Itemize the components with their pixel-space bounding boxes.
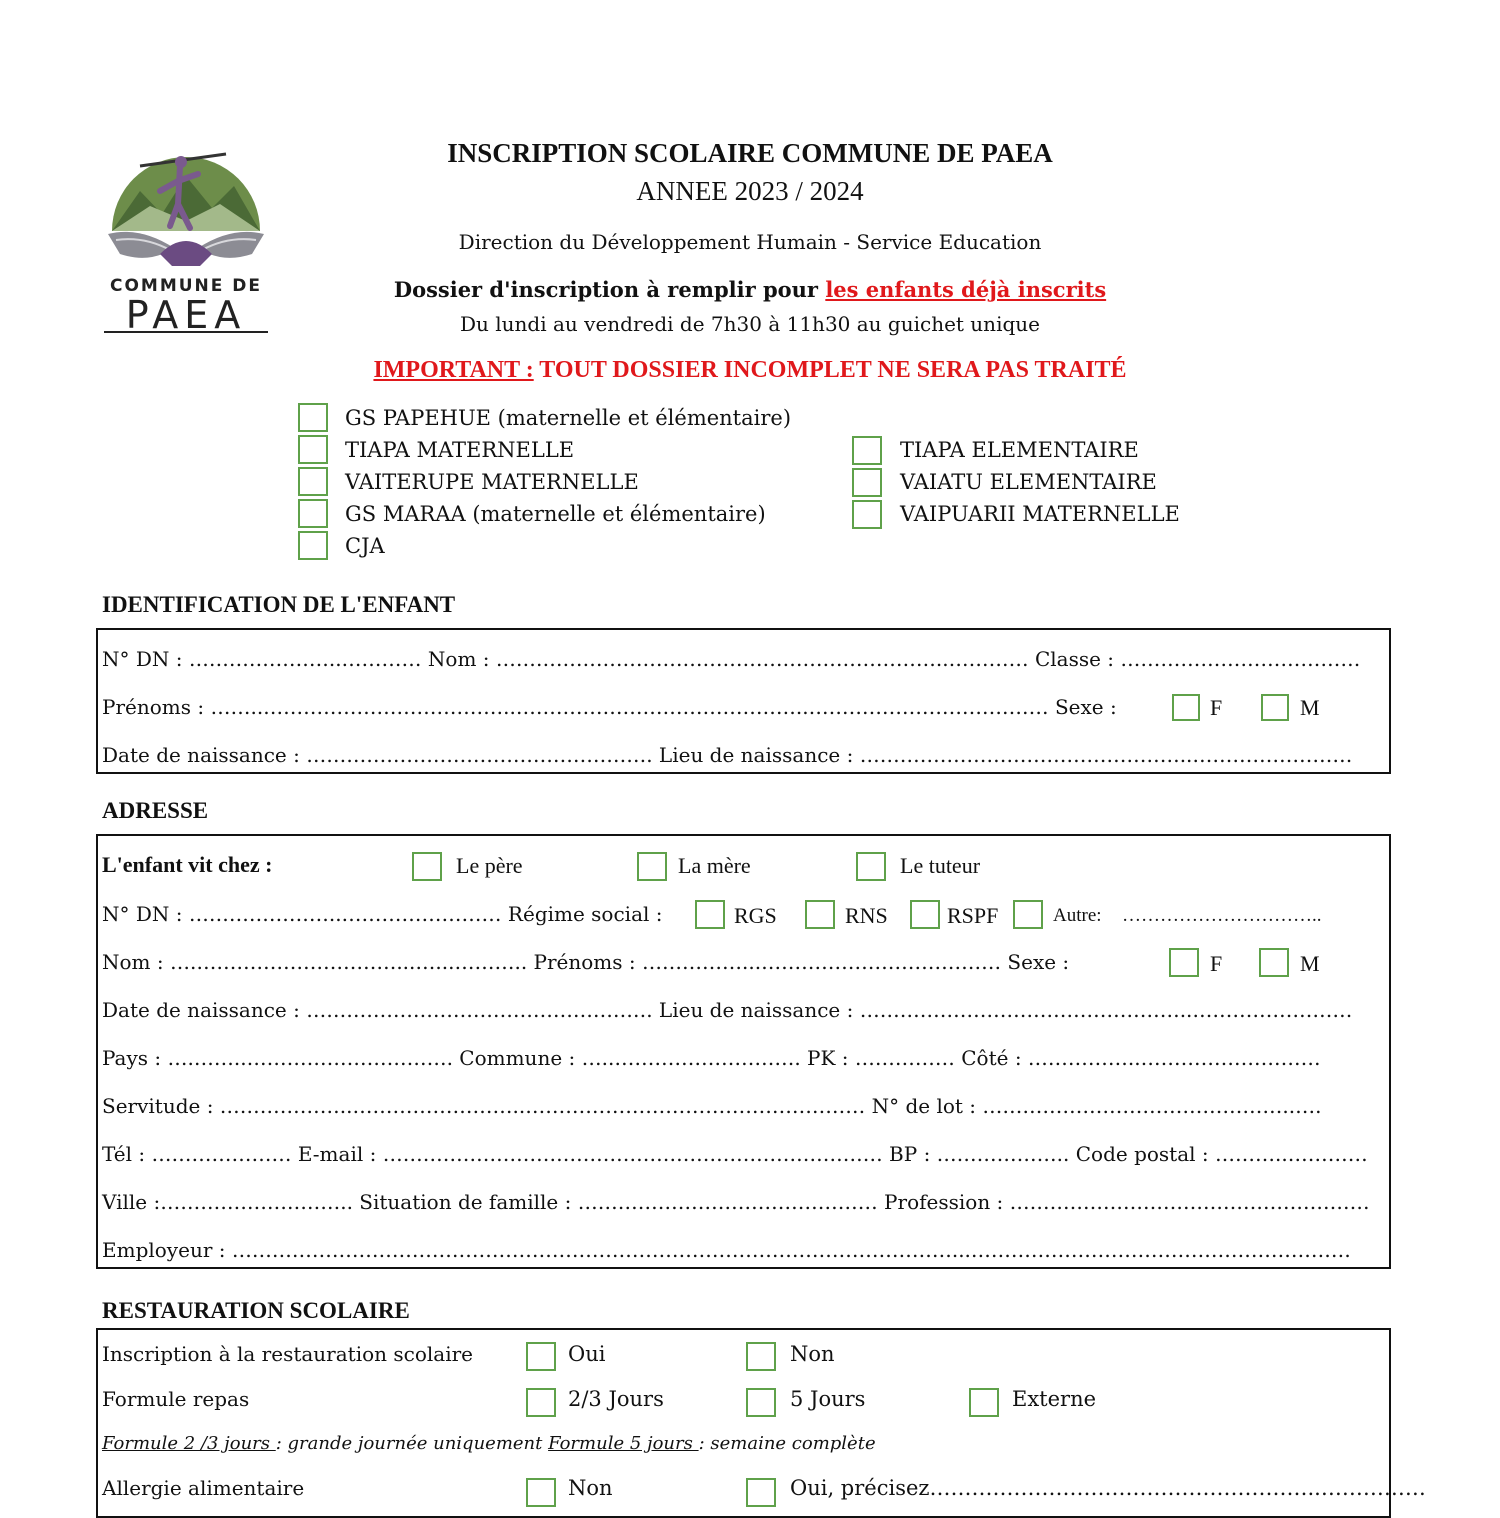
- sex-f-label: F: [1210, 951, 1223, 976]
- regime-autre-field[interactable]: …………………………..: [1122, 905, 1322, 926]
- formule-externe-checkbox[interactable]: [969, 1388, 999, 1417]
- adresse-row-employeur[interactable]: Employeur : ………………………………………………………………………………………………...…………………………………………………: [102, 1238, 1351, 1262]
- regime-rspf-label: RSPF: [947, 903, 999, 928]
- note-formule-23-text: : grande journée uniquement: [275, 1433, 549, 1454]
- restauration-title: RESTAURATION SCOLAIRE: [102, 1298, 410, 1323]
- lives-with-father-checkbox[interactable]: [412, 852, 442, 881]
- adresse-row-servitude[interactable]: Servitude : ………………..……………………..…………………………………………… N° de lot : ………………………………………..….: [102, 1094, 1322, 1118]
- svg-text:PAEA: PAEA: [125, 293, 247, 336]
- school-label: TIAPA ELEMENTAIRE: [900, 438, 1139, 462]
- lives-with-row: [102, 852, 272, 878]
- adresse-row-pays[interactable]: Pays : ….……..…………………………. Commune : …..………………………. PK : …………… Côté : ……………..………………………: [102, 1046, 1321, 1070]
- sex-f-checkbox[interactable]: [1169, 948, 1199, 977]
- regime-rgs-label: RGS: [734, 903, 777, 928]
- formule-note: [102, 1433, 876, 1454]
- school-checkbox[interactable]: [298, 499, 328, 528]
- formule-externe-label: Externe: [1012, 1387, 1097, 1411]
- lives-with-tutor-checkbox[interactable]: [856, 852, 886, 881]
- restauration-non-checkbox[interactable]: [746, 1342, 776, 1371]
- allergie-oui-checkbox[interactable]: [746, 1478, 776, 1507]
- sex-m-label: M: [1300, 951, 1320, 976]
- lives-with-mother-checkbox[interactable]: [637, 852, 667, 881]
- sex-m-label: M: [1300, 695, 1320, 720]
- school-label: VAITERUPE MATERNELLE: [345, 470, 639, 494]
- restauration-non-label: Non: [790, 1342, 835, 1366]
- note-formule-5-text: : semaine complète: [698, 1433, 876, 1454]
- dossier-highlight: les enfants déjà inscrits: [825, 277, 1107, 302]
- dossier-prefix: Dossier d'inscription à remplir pour: [393, 277, 826, 302]
- allergie-non-checkbox[interactable]: [526, 1478, 556, 1507]
- school-checkbox[interactable]: [298, 403, 328, 432]
- note-formule-5: Formule 5 jours: [548, 1433, 699, 1454]
- sex-f-label: F: [1210, 695, 1223, 720]
- important-text: TOUT DOSSIER INCOMPLET NE SERA PAS TRAITÉ: [533, 357, 1127, 383]
- formule-5-checkbox[interactable]: [746, 1388, 776, 1417]
- identification-title: IDENTIFICATION DE L'ENFANT: [102, 592, 456, 617]
- form-title: INSCRIPTION SCOLAIRE COMMUNE DE PAEA: [447, 138, 1053, 168]
- school-checkbox[interactable]: [298, 435, 328, 464]
- note-formule-23: Formule 2 /3 jours: [102, 1433, 276, 1454]
- formule-23-checkbox[interactable]: [526, 1388, 556, 1417]
- school-year: ANNEE 2023 / 2024: [636, 176, 864, 206]
- office-hours: Du lundi au vendredi de 7h30 à 11h30 au guichet unique: [460, 312, 1040, 336]
- school-checkbox[interactable]: [298, 531, 328, 560]
- formule-23-label: 2/3 Jours: [568, 1387, 664, 1411]
- school-label: TIAPA MATERNELLE: [345, 438, 575, 462]
- adresse-row-dn[interactable]: N° DN : …………………..…………………… Régime social :: [102, 902, 663, 926]
- allergie-label: Allergie alimentaire: [102, 1476, 305, 1500]
- allergie-non-label: Non: [568, 1476, 613, 1500]
- regime-rspf-checkbox[interactable]: [910, 900, 940, 929]
- adresse-row-birth[interactable]: Date de naissance : ……………………………………………. Lieu de naissance : …………………………………………..……………………: [102, 998, 1353, 1022]
- svg-text:COMMUNE DE: COMMUNE DE: [109, 276, 263, 296]
- regime-rns-label: RNS: [845, 903, 888, 928]
- allergie-oui-field[interactable]: Oui, précisez………………………………………………..……………: [790, 1476, 1426, 1500]
- formule-5-label: 5 Jours: [790, 1387, 866, 1411]
- dossier-instruction: [300, 277, 1200, 302]
- regime-rgs-checkbox[interactable]: [695, 900, 725, 929]
- identification-row-dn[interactable]: N° DN : …………………..………… Nom : …………………………………………………………..………… Classe : ………………………………: [102, 647, 1361, 671]
- commune-logo: [100, 136, 272, 336]
- school-checkbox[interactable]: [852, 500, 882, 529]
- regime-autre-label: Autre:: [1053, 905, 1102, 926]
- sex-m-checkbox[interactable]: [1261, 694, 1289, 721]
- lives-with-mother-label: La mère: [678, 853, 751, 878]
- school-label: CJA: [345, 534, 385, 558]
- school-label: GS MARAA (maternelle et élémentaire): [345, 502, 766, 526]
- important-label: IMPORTANT :: [373, 357, 534, 383]
- sex-m-checkbox[interactable]: [1259, 948, 1289, 977]
- regime-rns-checkbox[interactable]: [805, 900, 835, 929]
- restauration-oui-checkbox[interactable]: [526, 1342, 556, 1371]
- school-label: VAIATU ELEMENTAIRE: [900, 470, 1157, 494]
- school-checkbox[interactable]: [852, 436, 882, 465]
- department-name: Direction du Développement Humain - Service Education: [458, 230, 1042, 254]
- paea-emblem-icon: [100, 136, 272, 336]
- restauration-inscription-label: Inscription à la restauration scolaire: [102, 1342, 473, 1366]
- lives-with-tutor-label: Le tuteur: [900, 853, 981, 878]
- identification-row-prenoms[interactable]: Prénoms : ……..………………………………..……………………………………..……………………………… Sexe :: [102, 695, 1117, 719]
- adresse-row-tel[interactable]: Tél : ………………… E-mail : ………………………………………………………………… BP : ……………….. Code postal : ………..…………: [102, 1142, 1368, 1166]
- school-checkbox[interactable]: [298, 467, 328, 496]
- identification-row-birth[interactable]: Date de naissance : ……………………………………………. Lieu de naissance : …………………………………………..……………………: [102, 743, 1353, 767]
- regime-autre-checkbox[interactable]: [1013, 900, 1043, 929]
- adresse-row-ville[interactable]: Ville :……………………….. Situation de famille : ……………………………………… Profession : ………………………………………………: [102, 1190, 1370, 1214]
- restauration-oui-label: Oui: [568, 1342, 606, 1366]
- adresse-row-nom[interactable]: Nom : ….…………………………...…...……….. Prénoms : ……………...……………………………… Sexe :: [102, 950, 1070, 974]
- lives-with-label: L'enfant vit chez :: [102, 852, 273, 877]
- school-label: VAIPUARII MATERNELLE: [900, 502, 1180, 526]
- important-notice: [300, 357, 1200, 384]
- formule-label: Formule repas: [102, 1387, 250, 1411]
- lives-with-father-label: Le père: [456, 853, 523, 878]
- school-checkbox[interactable]: [852, 468, 882, 497]
- adresse-title: ADRESSE: [102, 798, 209, 823]
- school-label: GS PAPEHUE (maternelle et élémentaire): [345, 406, 792, 430]
- sex-f-checkbox[interactable]: [1172, 694, 1200, 721]
